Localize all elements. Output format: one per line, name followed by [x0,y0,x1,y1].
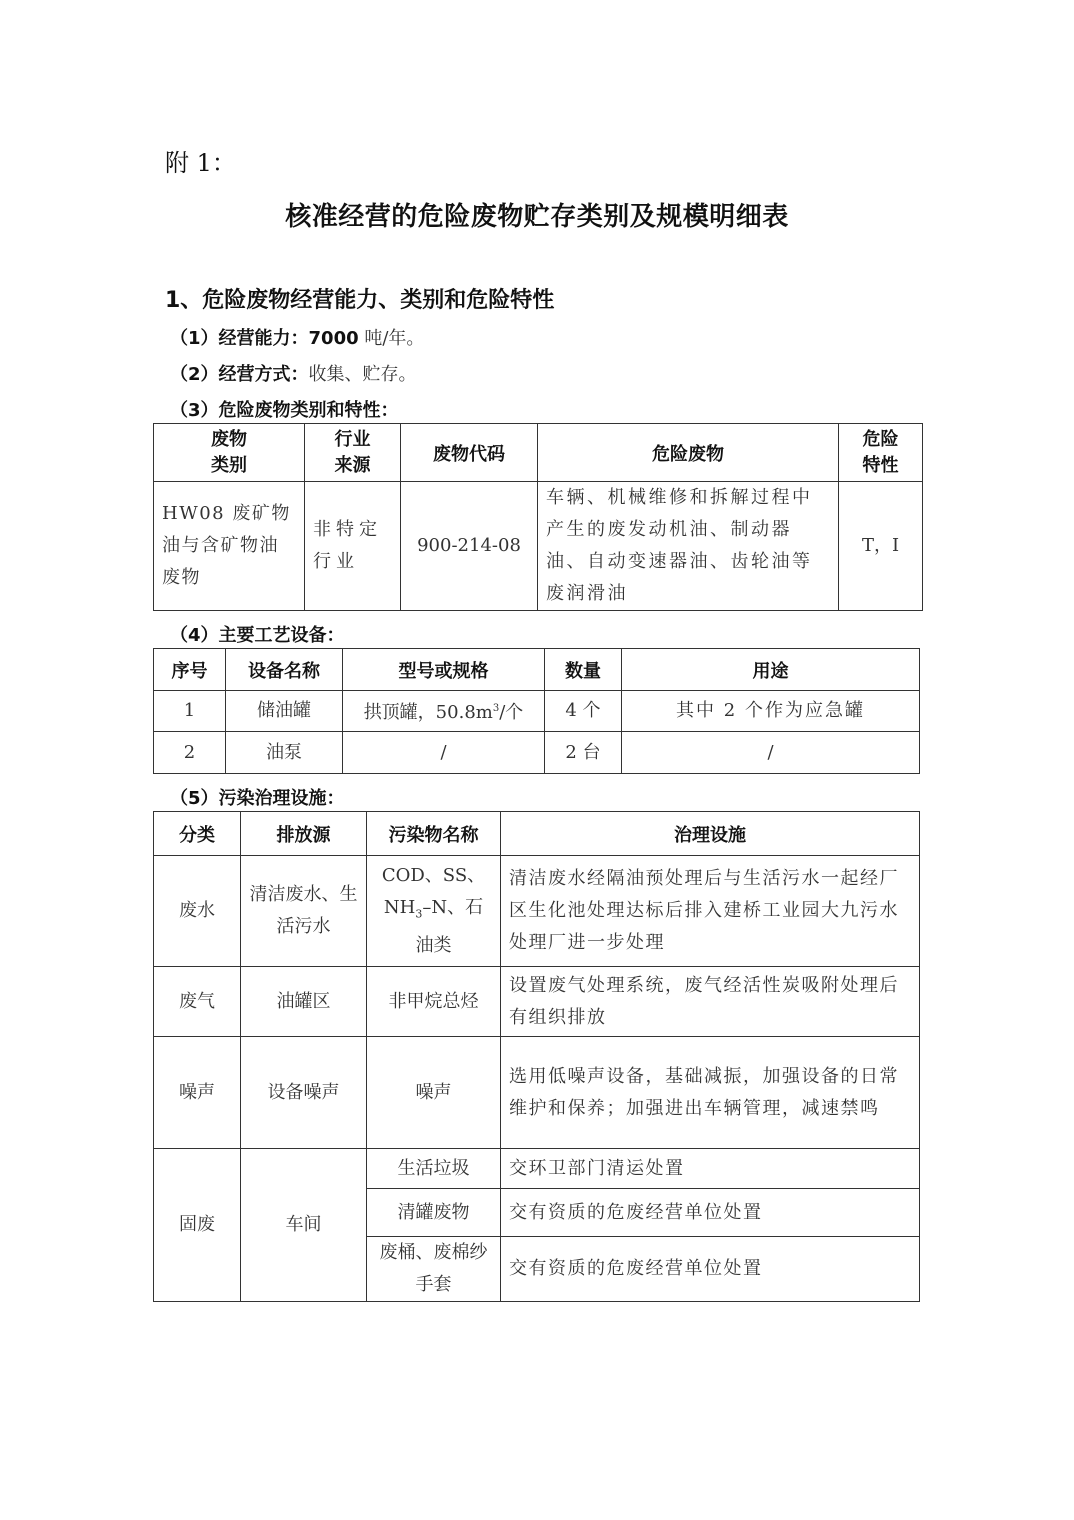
cell-no: 1 [154,691,226,732]
cell-pollutant: 噪声 [367,1037,501,1149]
header-name: 设备名称 [226,649,343,691]
capacity-line [170,324,424,350]
cell-use: / [622,732,920,774]
cell-spec: / [343,732,545,774]
header-measure: 治理设施 [501,812,920,856]
header-source: 排放源 [241,812,367,856]
cell-source: 非特定行业 [305,482,401,611]
header-waste: 危险废物 [538,424,839,482]
cell-no: 2 [154,732,226,774]
table-row-noise [154,1037,920,1149]
header-pollutant: 污染物名称 [367,812,501,856]
section-heading: 1、危险废物经营能力、类别和危险特性 [165,288,555,313]
page-title: 核准经营的危险废物贮存类别及规模明细表 [285,202,789,232]
table-row [154,732,920,774]
cell-measure: 清洁废水经隔油预处理后与生活污水一起经厂区生化池处理达标后排入建桥工业园大九污水处理厂进一步处理 [501,856,920,967]
cell-measure: 交环卫部门清运处置 [501,1149,920,1189]
table-header-row [154,424,923,482]
cell-pollutant: COD、SS、$NH_3-N$、石油类 [367,856,501,967]
mode-label: （2）经营方式： [170,364,309,385]
table-row-wastewater [154,856,920,967]
cell-category: 噪声 [154,1037,241,1149]
cell-measure: 交有资质的危废经营单位处置 [501,1189,920,1237]
equipment-label: （4）主要工艺设备： [170,625,345,646]
capacity-value: 7000 [308,328,359,349]
table-row [154,482,923,611]
header-no: 序号 [154,649,226,691]
cell-spec: 拱顶罐，$50.8m^3/$个 [343,691,545,732]
header-property: 危险 特性 [839,424,923,482]
cell-source: 车间 [241,1149,367,1302]
mode-value: 收集、贮存。 [308,364,417,385]
cell-pollutant: 废桶、废棉纱手套 [367,1237,501,1302]
table-header-row [154,649,920,691]
cell-qty: 4 个 [545,691,622,732]
cell-use: 其中 2 个作为应急罐 [622,691,920,732]
cell-category: 废水 [154,856,241,967]
waste-category-table [153,423,923,611]
header-category: 分类 [154,812,241,856]
cell-pollutant: 清罐废物 [367,1189,501,1237]
cell-name: 储油罐 [226,691,343,732]
cell-waste: 车辆、机械维修和拆解过程中产生的废发动机油、制动器油、自动变速器油、齿轮油等废润滑油 [538,482,839,611]
header-category: 废物 类别 [154,424,305,482]
categories-label: （3）危险废物类别和特性： [170,400,399,421]
pollution-control-table [153,811,920,1302]
cell-code: 900-214-08 [401,482,538,611]
table-row [154,691,920,732]
cell-measure: 选用低噪声设备，基础减振，加强设备的日常维护和保养；加强进出车辆管理，减速禁鸣 [501,1037,920,1149]
cell-category: 固废 [154,1149,241,1302]
header-code: 废物代码 [401,424,538,482]
capacity-label: （1）经营能力： [170,328,309,349]
cell-property: T，I [839,482,923,611]
cell-name: 油泵 [226,732,343,774]
capacity-unit: 吨/年。 [358,328,425,349]
mode-line [170,360,417,386]
cell-source: 设备噪声 [241,1037,367,1149]
table-row-solid-waste [154,1149,920,1189]
cell-category: HW08 废矿物油与含矿物油废物 [154,482,305,611]
header-source: 行业 来源 [305,424,401,482]
table-header-row [154,812,920,856]
cell-measure: 交有资质的危废经营单位处置 [501,1237,920,1302]
cell-category: 废气 [154,967,241,1037]
equipment-table [153,648,920,774]
cell-pollutant: 非甲烷总烃 [367,967,501,1037]
cell-measure: 设置废气处理系统，废气经活性炭吸附处理后有组织排放 [501,967,920,1037]
pollution-label: （5）污染治理设施： [170,788,345,809]
cell-source: 油罐区 [241,967,367,1037]
cell-pollutant: 生活垃圾 [367,1149,501,1189]
cell-source: 清洁废水、生活污水 [241,856,367,967]
table-row-waste-gas [154,967,920,1037]
header-use: 用途 [622,649,920,691]
header-qty: 数量 [545,649,622,691]
header-spec: 型号或规格 [343,649,545,691]
cell-qty: 2 台 [545,732,622,774]
annex-label: 附 1： [165,149,236,177]
